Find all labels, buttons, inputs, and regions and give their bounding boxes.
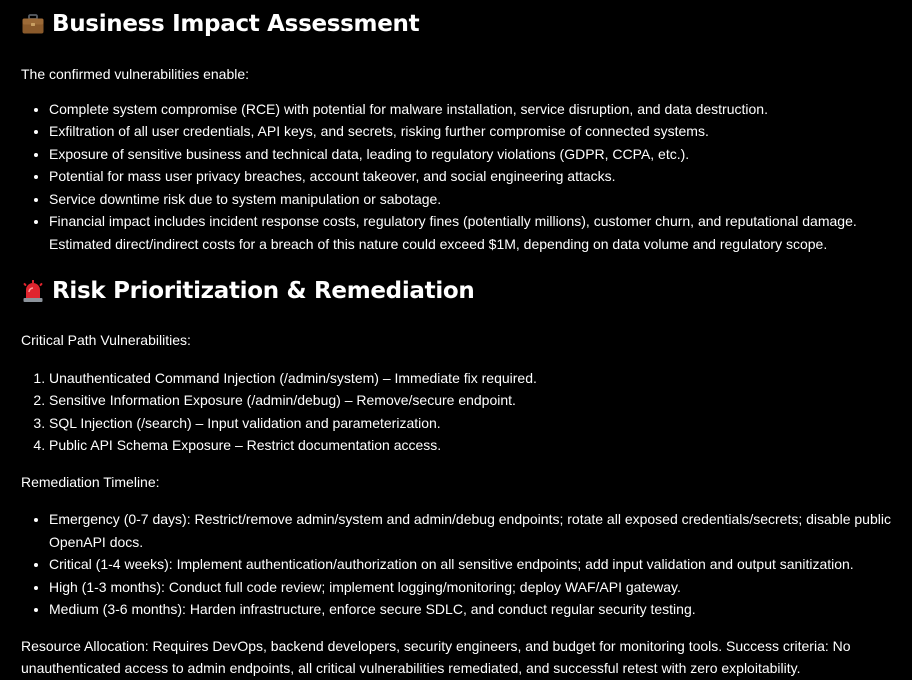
impact-list: [21, 98, 905, 256]
critical-path-label: Critical Path Vulnerabilities:: [21, 332, 191, 348]
intro-text: The confirmed vulnerabilities enable:: [21, 66, 250, 82]
section-title: Business Impact Assessment: [52, 11, 420, 37]
list-item: 4. Public API Schema Exposure – Restrict documentation access.: [49, 434, 905, 457]
list-item: • Service downtime risk due to system manipulation or sabotage.: [49, 188, 905, 211]
list-item: • High (1-3 months): Conduct full code review; implement logging/monitoring; deploy WAF/API gateway.: [49, 576, 905, 599]
section-heading-business-impact: [21, 9, 905, 39]
list-item: • Medium (3-6 months): Harden infrastructure, enforce secure SDLC, and conduct regular security testing.: [49, 598, 905, 621]
section-title: Risk Prioritization & Remediation: [52, 278, 475, 304]
siren-icon: [21, 279, 45, 303]
resource-allocation-text: Resource Allocation: Requires DevOps, backend developers, security engineers, and budget for monitoring tools. Success criteria: No unauthenticated access to admin endpoints, all critical vulnerabilities remediated, and successful retest with zero exploitability.: [21, 637, 851, 676]
list-item: 3. SQL Injection (/search) – Input validation and parameterization.: [49, 412, 905, 435]
remediation-timeline-list: [21, 508, 905, 621]
document: [21, 0, 905, 680]
list-item: 2. Sensitive Information Exposure (/admin/debug) – Remove/secure endpoint.: [49, 389, 905, 412]
list-item: • Exfiltration of all user credentials, API keys, and secrets, risking further compromise of connected systems.: [49, 120, 905, 143]
list-item: 1. Unauthenticated Command Injection (/admin/system) – Immediate fix required.: [49, 367, 905, 390]
list-item: • Emergency (0-7 days): Restrict/remove admin/system and admin/debug endpoints; rotate all exposed credentials/secrets; disable public OpenAPI docs.: [49, 508, 905, 553]
list-item: • Financial impact includes incident response costs, regulatory fines (potentially millions), customer churn, and reputational damage. Estimated direct/indirect costs for a breach of this nature could exceed $1M, depending on data volume and regulatory scope.: [49, 210, 905, 255]
list-item: • Critical (1-4 weeks): Implement authentication/authorization on all sensitive endpoints; add input validation and output sanitization.: [49, 553, 905, 576]
section-heading-risk-prioritization: [21, 276, 905, 306]
briefcase-icon: [21, 12, 45, 36]
list-item: • Exposure of sensitive business and technical data, leading to regulatory violations (GDPR, CCPA, etc.).: [49, 143, 905, 166]
remediation-timeline-label: Remediation Timeline:: [21, 473, 160, 490]
list-item: • Complete system compromise (RCE) with potential for malware installation, service disruption, and data destruction.: [49, 98, 905, 121]
critical-path-list: [21, 367, 905, 457]
list-item: • Potential for mass user privacy breaches, account takeover, and social engineering attacks.: [49, 165, 905, 188]
